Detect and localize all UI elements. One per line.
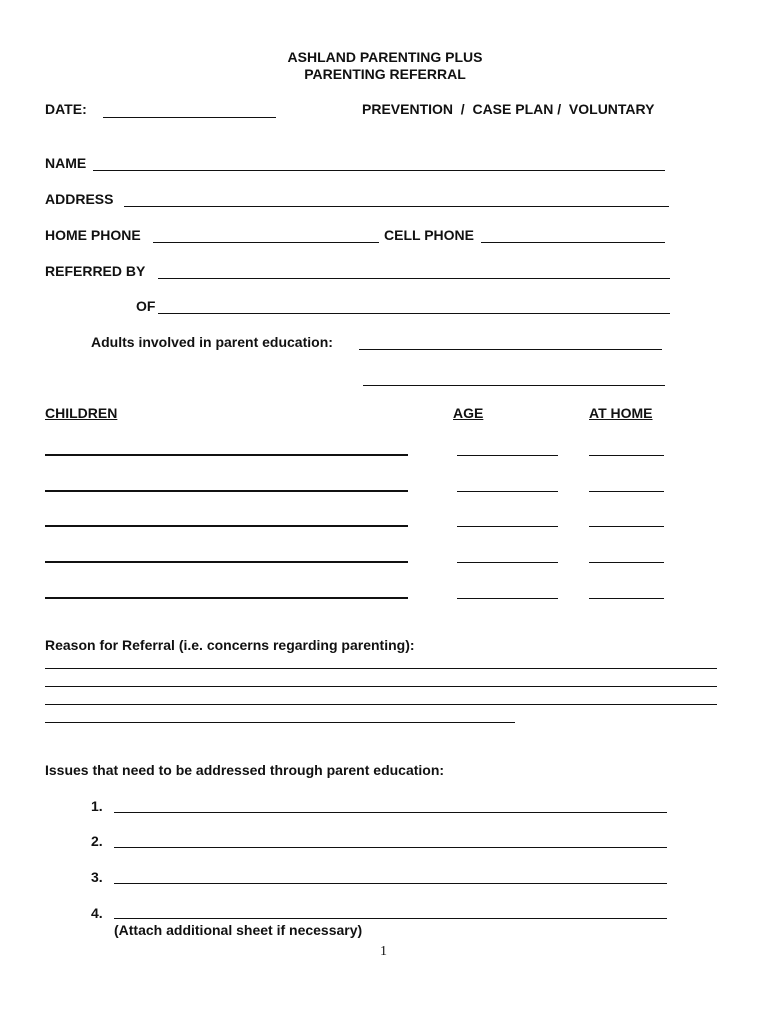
issue-field-3[interactable] (114, 883, 667, 884)
referred-by-field[interactable] (158, 278, 670, 279)
reason-field-line-3[interactable] (45, 704, 717, 705)
reason-field-line-2[interactable] (45, 686, 717, 687)
cell-phone-field[interactable] (481, 242, 665, 243)
referred-by-label: REFERRED BY (45, 263, 146, 279)
form-title-line2: PARENTING REFERRAL (304, 66, 466, 82)
child-age-field-2[interactable] (457, 491, 558, 492)
reason-field-line-4[interactable] (45, 722, 515, 723)
date-label: DATE: (45, 101, 87, 117)
adults-involved-field-2[interactable] (363, 385, 665, 386)
issue-field-4[interactable] (114, 918, 667, 919)
child-age-field-1[interactable] (457, 455, 558, 456)
age-header: AGE (453, 405, 484, 421)
child-at-home-field-4[interactable] (589, 562, 664, 563)
child-name-field-3[interactable] (45, 525, 408, 527)
child-name-field-2[interactable] (45, 490, 408, 492)
of-field[interactable] (158, 313, 670, 314)
child-age-field-3[interactable] (457, 526, 558, 527)
issue-number-4: 4. (91, 905, 103, 921)
of-label: OF (136, 298, 156, 314)
child-name-field-4[interactable] (45, 561, 408, 563)
at-home-header: AT HOME (589, 405, 653, 421)
child-at-home-field-1[interactable] (589, 455, 664, 456)
child-age-field-4[interactable] (457, 562, 558, 563)
home-phone-label: HOME PHONE (45, 227, 141, 243)
reason-field-line-1[interactable] (45, 668, 717, 669)
address-label: ADDRESS (45, 191, 114, 207)
children-header: CHILDREN (45, 405, 118, 421)
form-title-line1: ASHLAND PARENTING PLUS (287, 49, 483, 65)
child-name-field-1[interactable] (45, 454, 408, 456)
program-type-options: PREVENTION / CASE PLAN / VOLUNTARY (362, 101, 655, 117)
issues-label: Issues that need to be addressed through parent education: (45, 762, 445, 778)
page-number: 1 (380, 944, 387, 959)
child-at-home-field-5[interactable] (589, 598, 664, 599)
date-field[interactable] (103, 117, 276, 118)
issue-number-1: 1. (91, 798, 103, 814)
issue-number-2: 2. (91, 833, 103, 849)
child-name-field-5[interactable] (45, 597, 408, 599)
reason-label: Reason for Referral (i.e. concerns regarding parenting): (45, 637, 415, 653)
cell-phone-label: CELL PHONE (384, 227, 474, 243)
child-age-field-5[interactable] (457, 598, 558, 599)
attach-note: (Attach additional sheet if necessary) (114, 922, 363, 938)
name-field[interactable] (93, 170, 665, 171)
adults-involved-label: Adults involved in parent education: (91, 334, 333, 350)
name-label: NAME (45, 155, 87, 171)
issue-number-3: 3. (91, 869, 103, 885)
child-at-home-field-3[interactable] (589, 526, 664, 527)
address-field[interactable] (124, 206, 669, 207)
adults-involved-field-1[interactable] (359, 349, 662, 350)
child-at-home-field-2[interactable] (589, 491, 664, 492)
home-phone-field[interactable] (153, 242, 379, 243)
issue-field-2[interactable] (114, 847, 667, 848)
issue-field-1[interactable] (114, 812, 667, 813)
